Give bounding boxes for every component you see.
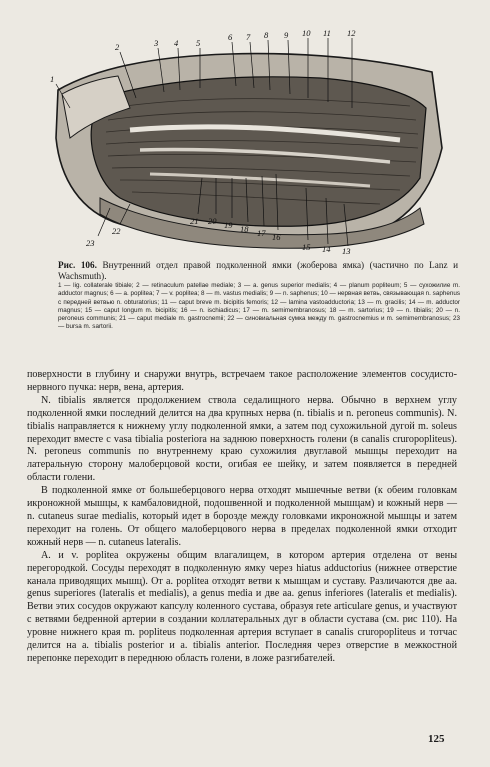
figure-label: 14 xyxy=(322,244,331,254)
paragraph: N. tibialis является продолжением ствола седалищного нерва. Обычно в верхнем углу подколенной ямки последний делится на два крупных нерва (n. tibialis и n. peroneus communis). N. tibialis направляется к нижнему углу подколенной ямки, а затем под сухожильной дугой m. soleus переходит вместе с vasa tibialia posteriora на заднюю поверхность голени (в canalis cruropopliteus). N. peroneus communis по внутреннему краю сухожилия двуглавой мышцы переходит на латеральную сторону малоберцовой кости, огибая ее шейку, и затем появляется в передней области голени. xyxy=(27,394,457,484)
figure-label: 5 xyxy=(196,38,201,48)
figure-label: 11 xyxy=(323,28,331,38)
figure-label: 21 xyxy=(190,216,199,226)
paragraph: поверхности в глубину и снаружи внутрь, встречаем такое расположение элементов сосудисто-нервного пучка: нерв, вена, артерия. xyxy=(27,369,457,393)
caption-text: Внутренний отдел правой подколенной ямки (жоберова ямка) (частично по Lanz и Wachsmuth). xyxy=(58,260,458,281)
figure-label: 18 xyxy=(240,224,249,234)
figure-label: 9 xyxy=(284,30,289,40)
paragraph: A. и v. poplitea окружены общим влагалищем, в котором артерия отделена от вены перегородкой. Сосуды переходят в подколенную ямку через hiatus adductorius (нижнее отверстие канала приводящих мышц). От a. poplitea отходят ветви к мышцам и суставу. Различаются две aa. genus superiores (lateralis et medialis), a genus media и две aa. genus inferiores (lateralis et medialis). Ветви этих сосудов окружают капсулу коленного сустава, образуя rete articulare genus, и участвуют с ветвями бедренной артерии в создании коллатеральных дуг в области сустава (см. рис 110). На уровне нижнего края m. popliteus подколенная артерия вступает в canalis cruropopliteus и тотчас делится на a. tibialis posterior и a. tibialis anterior. Последняя через отверстие в межкостной перепонке переходит в переднюю область голени, в ложе разгибателей. xyxy=(27,549,457,664)
figure-label: 22 xyxy=(112,226,121,236)
figure-caption xyxy=(58,260,458,282)
caption-title: Рис. 106. xyxy=(58,260,97,270)
figure-label: 8 xyxy=(264,30,269,40)
figure-label: 6 xyxy=(228,32,233,42)
figure-label: 16 xyxy=(272,232,281,242)
anatomical-figure xyxy=(40,28,458,256)
page-number: 125 xyxy=(428,733,445,745)
figure-label: 7 xyxy=(246,32,251,42)
figure-label: 23 xyxy=(86,238,95,248)
popliteal-fossa-illustration xyxy=(40,28,458,256)
figure-label: 3 xyxy=(154,38,159,48)
figure-label: 1 xyxy=(50,74,55,84)
figure-label: 19 xyxy=(224,220,233,230)
body-text xyxy=(27,369,457,666)
paragraph: В подколенной ямке от большеберцового нерва отходят мышечные ветви (к обеим головкам икроножной мышцы, к камбаловидной, подошвенной и подколенной мышцам) и кожный нерв — n. cutaneus surae medialis, который идет в борозде между головками икроножной мышцы и затем переходит на голень. От общего малоберцового нерва в пределах подколенной ямки отходит кожный нерв — n. cutaneus lateralis. xyxy=(27,485,457,548)
figure-label: 17 xyxy=(257,228,266,238)
figure-label: 20 xyxy=(208,216,217,226)
figure-label: 12 xyxy=(347,28,356,38)
figure-label: 4 xyxy=(174,38,179,48)
figure-label: 13 xyxy=(342,246,351,256)
figure-label: 10 xyxy=(302,28,311,38)
figure-legend: 1 — lig. collaterale tibiale; 2 — retinaculum patellae mediale; 3 — a. genus superior medialis; 4 — planum popliteum; 5 — сухожилие m. adductor magnus; 6 — a. poplitea; 7 — v. poplitea; 8 — m. vastus medialis; 9 — n. saphenus; 10 — нервная ветвь, связывающая n. saphenus с передней ветвью n. obturatorius; 11 — caput breve m. bicipitis femoris; 12 — lamina vastoadductoria; 13 — m. gracilis; 14 — m. adductor magnus; 15 — caput longum m. bicipitis; 16 — n. ischiadicus; 17 — m. semimembranosus; 18 — m. sartorius; 19 — n. tibialis; 20 — n. peroneus communis; 21 — caput mediale m. gastrocnemii; 22 — синовиальная сумка между m. gastrocnemius и m. semimembranosus; 23 — bursa m. sartorii. xyxy=(58,282,460,331)
figure-label: 15 xyxy=(302,242,311,252)
figure-label: 2 xyxy=(115,42,120,52)
